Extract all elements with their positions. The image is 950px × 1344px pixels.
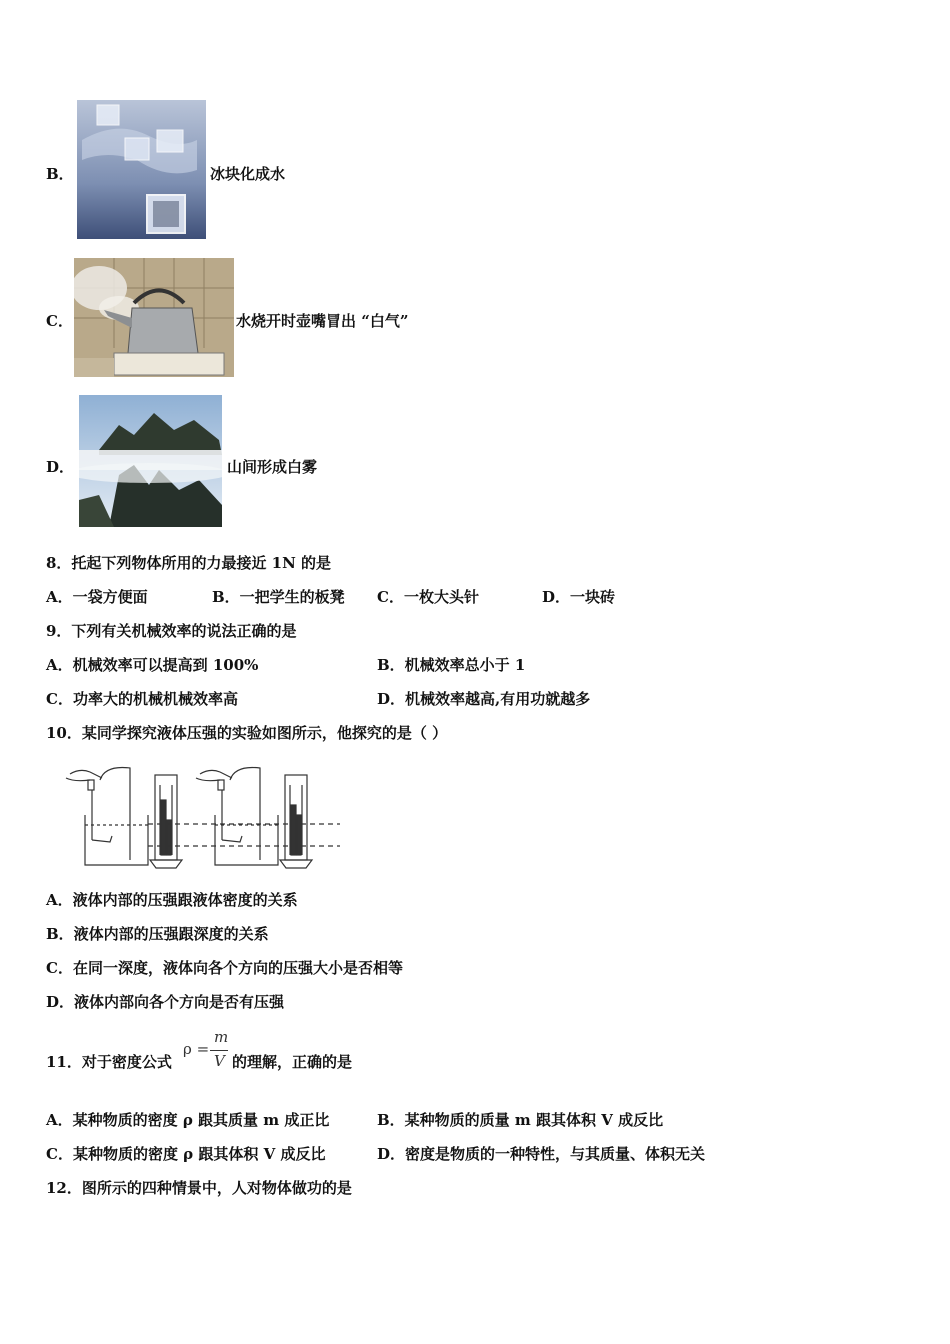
q9-stem: 9．下列有关机械效率的说法正确的是 <box>46 622 297 640</box>
formula-lhs: ρ = <box>183 1040 210 1058</box>
option-c-text: 水烧开时壶嘴冒出 “白气” <box>236 312 409 330</box>
option-d-label: D． <box>46 458 75 476</box>
q10-option-c: C．在同一深度，液体向各个方向的压强大小是否相等 <box>46 959 403 977</box>
density-formula <box>181 1028 231 1074</box>
formula-numerator: m <box>214 1028 229 1046</box>
q11-option-c: C．某种物质的密度 ρ 跟其体积 V 成反比 <box>46 1145 326 1163</box>
option-b-label: B． <box>46 165 74 183</box>
q9-option-d: D．机械效率越高,有用功就越多 <box>377 690 591 708</box>
q11-stem-suffix: 的理解，正确的是 <box>232 1053 353 1071</box>
option-d-text: 山间形成白雾 <box>227 458 318 476</box>
q11-option-a: A．某种物质的密度 ρ 跟其质量 m 成正比 <box>46 1111 330 1129</box>
q8-option-c: C．一枚大头针 <box>377 588 479 606</box>
q12-stem: 12．图所示的四种情景中，人对物体做功的是 <box>46 1179 352 1197</box>
q11-option-d: D．密度是物质的一种特性，与其质量、体积无关 <box>377 1145 706 1163</box>
q10-option-d: D．液体内部向各个方向是否有压强 <box>46 993 285 1011</box>
q9-option-a: A．机械效率可以提高到 100% <box>46 656 259 674</box>
q9-option-b: B．机械效率总小于 1 <box>377 656 526 674</box>
q8-option-d: D．一块砖 <box>542 588 616 606</box>
steaming-kettle-photo <box>74 258 234 377</box>
mountain-fog-photo <box>79 395 222 527</box>
q8-option-a: A．一袋方便面 <box>46 588 148 606</box>
ice-cubes-photo <box>77 100 206 239</box>
q8-option-b: B．一把学生的板凳 <box>212 588 345 606</box>
q10-option-b: B．液体内部的压强跟深度的关系 <box>46 925 269 943</box>
q9-option-c: C．功率大的机械机械效率高 <box>46 690 238 708</box>
option-c-label: C． <box>46 312 73 330</box>
liquid-pressure-diagram <box>60 760 340 870</box>
q11-stem-prefix: 11．对于密度公式 <box>46 1053 172 1071</box>
formula-fraction-bar <box>210 1050 228 1051</box>
q10-option-a: A．液体内部的压强跟液体密度的关系 <box>46 891 298 909</box>
q8-stem: 8．托起下列物体所用的力最接近 1N 的是 <box>46 554 332 572</box>
formula-denominator: V <box>214 1052 225 1070</box>
q10-stem: 10．某同学探究液体压强的实验如图所示，他探究的是（ ） <box>46 724 448 742</box>
option-b-text: 冰块化成水 <box>210 165 286 183</box>
q11-option-b: B．某种物质的质量 m 跟其体积 V 成反比 <box>377 1111 664 1129</box>
